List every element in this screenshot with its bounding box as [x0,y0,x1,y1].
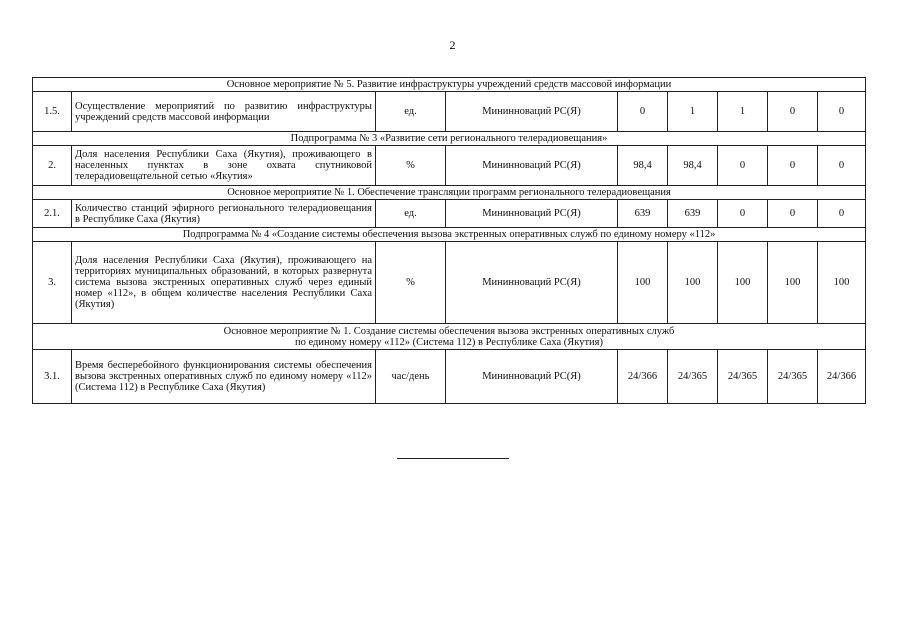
value-cell: 639 [618,200,668,228]
value-cell: 639 [668,200,718,228]
value-cell: 100 [718,242,768,324]
section-row [33,132,866,146]
row-number: 2. [33,146,72,186]
section-title-line: по единому номеру «112» (Система 112) в Республике Саха (Якутия) [295,336,603,348]
row-number: 1.5. [33,92,72,132]
value-cell: 98,4 [618,146,668,186]
table-row [33,350,866,404]
section-title: Основное мероприятие № 5. Развитие инфраструктуры учреждений средств массовой информации [33,78,866,92]
page-number: 2 [449,38,456,52]
table-row [33,242,866,324]
value-cell: 1 [668,92,718,132]
indicator-name: Доля населения Республики Саха (Якутия), проживающего в населенных пунктах в зоне охвата спутниковой телерадиовещательной сетью «Якутия» [72,146,376,186]
value-cell: 0 [768,92,818,132]
table-row [33,146,866,186]
row-number: 3. [33,242,72,324]
value-cell: 100 [818,242,866,324]
indicators-table [32,77,866,404]
source-cell: Мининноваций РС(Я) [446,242,618,324]
value-cell: 24/366 [618,350,668,404]
value-cell: 100 [618,242,668,324]
value-cell: 0 [768,146,818,186]
value-cell: 0 [818,146,866,186]
section-title: Основное мероприятие № 1. Обеспечение трансляции программ регионального телерадиовещания [33,186,866,200]
source-cell: Мининноваций РС(Я) [446,350,618,404]
source-cell: Мининноваций РС(Я) [446,92,618,132]
value-cell: 0 [818,92,866,132]
section-title-line: Основное мероприятие № 1. Создание системы обеспечения вызова экстренных оперативных служб [223,325,675,337]
footer-divider [397,458,509,459]
unit-cell: % [376,146,446,186]
section-row [33,186,866,200]
value-cell: 24/365 [668,350,718,404]
indicator-name: Осуществление мероприятий по развитию инфраструктуры учреждений средств массовой информации [72,92,376,132]
unit-cell: час/день [376,350,446,404]
value-cell: 0 [618,92,668,132]
table-row [33,92,866,132]
table-row [33,200,866,228]
value-cell: 1 [718,92,768,132]
value-cell: 24/365 [768,350,818,404]
source-cell: Мининноваций РС(Я) [446,200,618,228]
value-cell: 0 [768,200,818,228]
indicator-name: Количество станций эфирного регионального телерадиовещания в Республике Саха (Якутия) [72,200,376,228]
unit-cell: % [376,242,446,324]
unit-cell: ед. [376,92,446,132]
row-number: 2.1. [33,200,72,228]
source-cell: Мининноваций РС(Я) [446,146,618,186]
value-cell: 100 [668,242,718,324]
section-title: Подпрограмма № 3 «Развитие сети регионального телерадиовещания» [33,132,866,146]
row-number: 3.1. [33,350,72,404]
unit-cell: ед. [376,200,446,228]
value-cell: 0 [818,200,866,228]
value-cell: 24/366 [818,350,866,404]
value-cell: 0 [718,200,768,228]
section-row [33,228,866,242]
section-row [33,324,866,350]
indicator-name: Доля населения Республики Саха (Якутия), проживающего на территориях муниципальных образований, в которых развернута система вызова экстренных оперативных служб через единый номер «112», в общем количестве населения Республики Саха (Якутия) [72,242,376,324]
section-title: Подпрограмма № 4 «Создание системы обеспечения вызова экстренных оперативных служб по единому номеру «112» [33,228,866,242]
value-cell: 98,4 [668,146,718,186]
section-title [33,324,866,350]
value-cell: 100 [768,242,818,324]
section-row [33,78,866,92]
value-cell: 0 [718,146,768,186]
indicator-name: Время бесперебойного функционирования системы обеспечения вызова экстренных оперативных служб по единому номеру «112» (Система 112) в Республике Саха (Якутия) [72,350,376,404]
value-cell: 24/365 [718,350,768,404]
